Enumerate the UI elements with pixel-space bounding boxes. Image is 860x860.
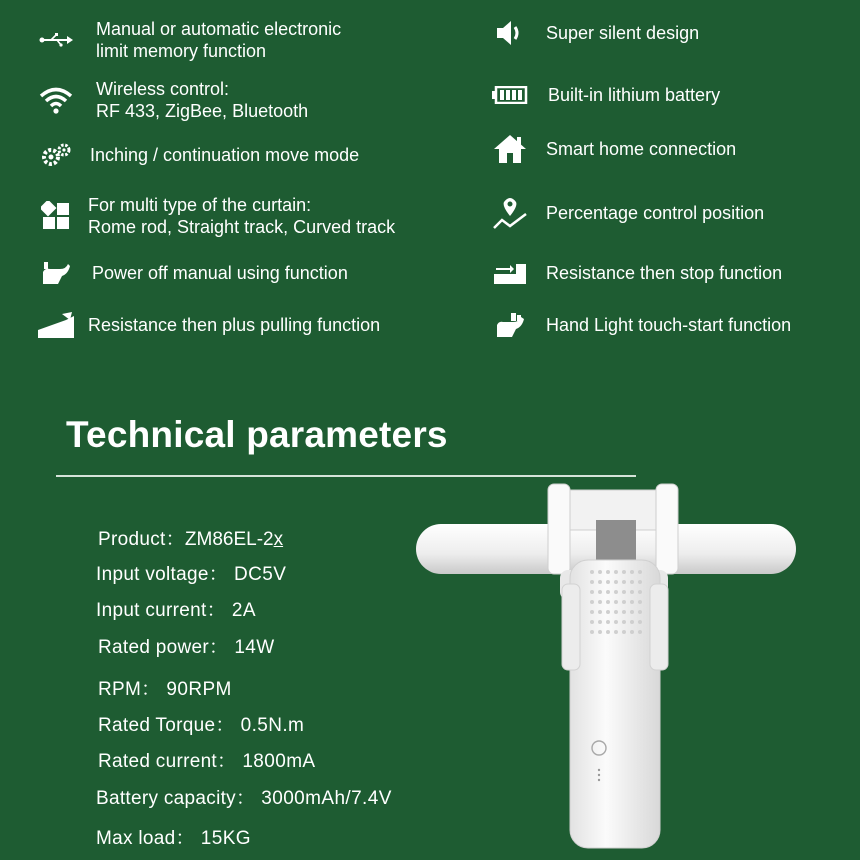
battery-icon <box>492 80 528 110</box>
section-heading: Technical parameters <box>66 414 448 455</box>
feature-text: Hand Light touch-start function <box>546 315 792 335</box>
curtain-motor-illustration <box>410 480 810 860</box>
spec-max-load: Max load： 15KG <box>96 828 251 849</box>
feature-power-off-manual <box>38 258 348 288</box>
spec-input-voltage: Input voltage： DC5V <box>96 564 287 585</box>
feature-text: Resistance then stop function <box>546 263 783 283</box>
feature-resistance-plus <box>38 310 380 340</box>
spec-battery-capacity: Battery capacity： 3000mAh/7.4V <box>96 788 392 809</box>
usb-icon <box>38 25 74 55</box>
spec-rated-power: Rated power： 14W <box>98 637 275 658</box>
feature-curtain-types <box>38 194 395 238</box>
feature-wireless-control <box>38 78 308 122</box>
speaker-icon <box>490 18 526 48</box>
spec-product: Product：ZM86EL-2x <box>98 529 284 550</box>
grid-icon <box>38 201 74 231</box>
hand-icon <box>38 258 74 288</box>
feature-text: Inching / continuation move mode <box>90 145 360 165</box>
spec-rated-torque: Rated Torque： 0.5N.m <box>98 715 305 736</box>
feature-text: Power off manual using function <box>92 263 348 283</box>
house-icon <box>492 134 528 164</box>
feature-resistance-stop <box>492 258 782 288</box>
feature-silent-design <box>490 18 699 48</box>
stop-block-icon <box>492 258 528 288</box>
feature-text: Percentage control position <box>546 203 765 223</box>
gears-icon <box>38 140 74 170</box>
feature-text: Wireless control: RF 433, ZigBee, Bluetooth <box>96 79 309 121</box>
heading-divider <box>56 475 636 477</box>
feature-text: Smart home connection <box>546 139 737 159</box>
feature-percentage-control <box>492 198 764 228</box>
ramp-icon <box>38 310 74 340</box>
feature-text: For multi type of the curtain: Rome rod, Straight track, Curved track <box>88 195 396 237</box>
feature-limit-memory <box>38 18 341 62</box>
feature-inching-mode <box>38 140 359 170</box>
feature-text: Resistance then plus pulling function <box>88 315 381 335</box>
feature-text: Built-in lithium battery <box>548 85 721 105</box>
spec-rated-current: Rated current： 1800mA <box>98 751 316 772</box>
touch-hand-icon <box>492 310 528 340</box>
feature-text: Super silent design <box>546 23 700 43</box>
feature-lithium-battery <box>492 80 720 110</box>
feature-smart-home <box>492 134 736 164</box>
spec-input-current: Input current： 2A <box>96 600 256 621</box>
location-pin-icon <box>492 198 528 228</box>
feature-text: Manual or automatic electronic limit memory function <box>96 19 342 61</box>
spec-rpm: RPM： 90RPM <box>98 679 232 700</box>
wifi-icon <box>38 85 74 115</box>
feature-touch-start <box>492 310 791 340</box>
